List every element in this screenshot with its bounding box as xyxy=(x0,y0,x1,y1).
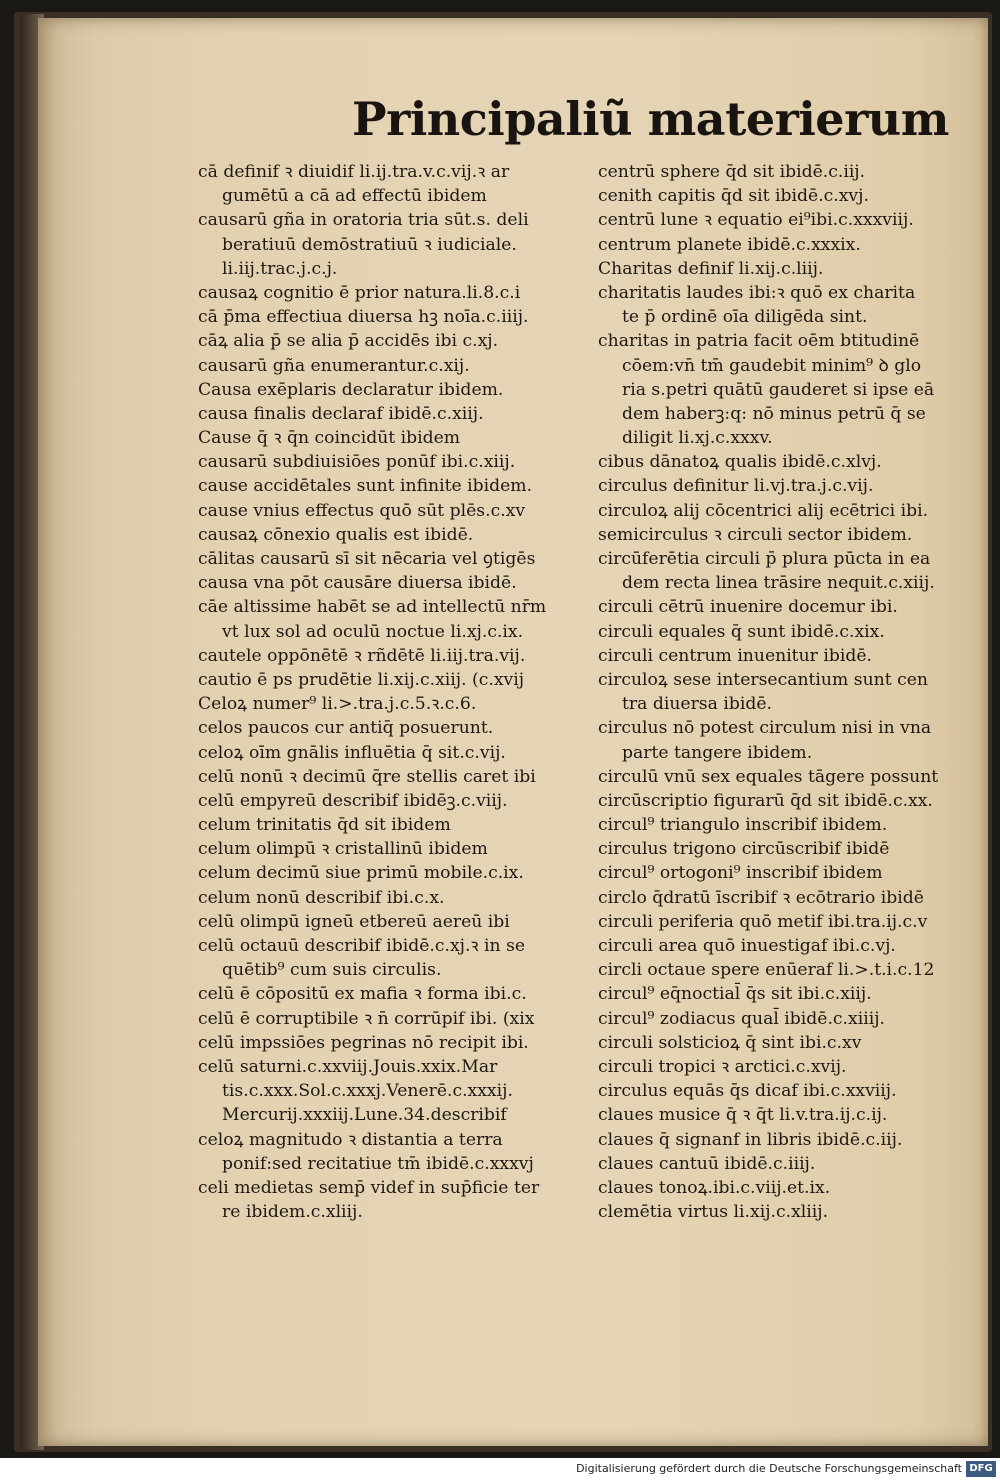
right-index-entry: circūscriptio figurarū q̄d sit ibidē.c.xx. xyxy=(598,790,933,811)
left-index-entry: celum trinitatis q̄d sit ibidem xyxy=(198,815,451,836)
right-index-entry: circulus equās q̄s dicaf ibi.c.xxviij. xyxy=(598,1081,897,1102)
left-index-entry: Celoꝝ numer⁹ li.>.tra.j.c.5.ꝛ.c.6. xyxy=(198,694,477,715)
left-index-entry: cā p̄ma effectiua diuersa hꝫ noīa.c.iiij. xyxy=(198,307,529,328)
left-index-entry: Mercurij.xxxiij.Lune.34.describif xyxy=(222,1105,507,1126)
left-index-entry: causarū gña enumerantur.c.xij. xyxy=(198,355,470,376)
left-index-entry: causarū gña in oratoria tria sūt.s. deli xyxy=(198,210,529,231)
left-index-entry: causaꝝ cōnexio qualis est ibidē. xyxy=(198,524,474,545)
left-index-entry: cause vnius effectus quō sūt plēs.c.xv xyxy=(198,500,526,521)
left-index-entry: celoꝝ magnitudo ꝛ distantia a terra xyxy=(198,1129,503,1150)
left-index-entry: li.iij.trac.j.c.j. xyxy=(222,258,338,279)
left-index-entry: celū empyreū describif ibidēꝫ.c.viij. xyxy=(198,790,508,811)
right-index-entry: circulus trigono circūscribif ibidē xyxy=(598,839,890,860)
right-index-entry: circli octaue spere enūeraf li.>.t.i.c.12 xyxy=(598,960,935,981)
left-index-entry: celū ē corruptibile ꝛ n̄ corrūpif ibi. (xix xyxy=(198,1008,535,1029)
right-index-entry: circuli cētrū inuenire docemur ibi. xyxy=(598,597,898,618)
left-index-column xyxy=(198,160,596,1224)
left-index-entry: celū octauū describif ibidē.c.xj.ꝛ in se xyxy=(198,936,526,956)
right-index-entry: claues musice q̄ ꝛ q̄t li.v.tra.ij.c.ij. xyxy=(598,1105,888,1126)
right-index-entry: circuli tropici ꝛ arctici.c.xvij. xyxy=(598,1056,847,1077)
left-index-entry: cāꝝ alia p̄ se alia p̄ accidēs ibi c.xj. xyxy=(198,331,499,352)
left-index-entry: celum nonū describif ibi.c.x. xyxy=(198,887,445,908)
right-index-entry: claues cantuū ibidē.c.iiij. xyxy=(598,1153,816,1174)
right-index-entry: centrum planete ibidē.c.xxxix. xyxy=(598,234,861,255)
right-index-entry: circuli equales q̄ sunt ibidē.c.xix. xyxy=(598,621,885,642)
left-index-entry: celū ē cōpositū ex mafia ꝛ forma ibi.c. xyxy=(198,984,527,1005)
right-index-entry: cōem:vn̄ tm̄ gaudebit minim⁹ ꝺ glo xyxy=(622,355,922,376)
left-index-entry: quētib⁹ cum suis circulis. xyxy=(222,960,442,981)
right-index-entry: dem haberꝫ:q: nō minus petrū q̄ se xyxy=(622,403,926,424)
left-index-entry: celoꝝ oīm gnālis influētia q̄ sit.c.vij. xyxy=(198,742,506,763)
right-index-entry: semicirculus ꝛ circuli sector ibidem. xyxy=(598,524,913,545)
right-index-entry: centrū lune ꝛ equatio ei⁹ibi.c.xxxviij. xyxy=(598,210,914,231)
left-index-entry: cālitas causarū sī sit nēcaria vel ꝯtigēs xyxy=(198,549,536,569)
right-index-column xyxy=(598,160,970,1224)
right-index-entry: dem recta linea trāsire nequit.c.xiij. xyxy=(622,573,935,594)
right-index-entry: cenith capitis q̄d sit ibidē.c.xvj. xyxy=(598,186,869,207)
left-index-entry: Cause q̄ ꝛ q̄n coincidūt ibidem xyxy=(198,428,461,449)
right-index-entry: circulū vnū sex equales tāgere possunt xyxy=(598,766,939,787)
left-index-entry: gumētū a cā ad effectū ibidem xyxy=(222,186,487,207)
left-index-entry: causa finalis declaraf ibidē.c.xiij. xyxy=(198,403,484,424)
right-index-entry: circulus definitur li.vj.tra.j.c.vij. xyxy=(598,476,874,497)
right-index-entry: claues q̄ signanf in libris ibidē.c.iij. xyxy=(598,1129,903,1150)
left-index-entry: celū impssiōes pegrinas nō recipit ibi. xyxy=(198,1032,529,1053)
right-index-entry: claues tonoꝝ.ibi.c.viij.et.ix. xyxy=(598,1177,831,1198)
right-index-entry: circuli periferia quō metif ibi.tra.ij.c.v xyxy=(598,911,928,932)
right-index-entry: circūferētia circuli p̄ plura pūcta in ea xyxy=(598,549,931,569)
footer-credit: Digitalisierung gefördert durch die Deutsche Forschungsgemeinschaft xyxy=(576,1462,962,1475)
right-index-entry: circuli centrum inuenitur ibidē. xyxy=(598,645,872,666)
right-index-entry: cibus dānatoꝝ qualis ibidē.c.xlvj. xyxy=(598,452,882,473)
right-index-entry: circulus nō potest circulum nisi in vna xyxy=(598,718,932,739)
right-index-entry: circuloꝝ alij cōcentrici alij ecētrici ibi. xyxy=(598,500,929,521)
left-index-entry: tis.c.xxx.Sol.c.xxxj.Venerē.c.xxxij. xyxy=(222,1081,513,1102)
left-index-entry: vt lux sol ad oculū noctue li.xj.c.ix. xyxy=(222,621,524,642)
left-index-entry: celū saturni.c.xxviij.Jouis.xxix.Mar xyxy=(198,1056,498,1077)
left-index-entry: causa vna pōt causāre diuersa ibidē. xyxy=(198,573,517,594)
right-index-entry: charitatis laudes ibi:ꝛ quō ex charita xyxy=(598,282,916,303)
left-index-entry: beratiuū demōstratiuū ꝛ iudiciale. xyxy=(222,234,517,255)
right-index-entry: circlo q̄dratū īscribif ꝛ ecōtrario ibidē xyxy=(598,887,924,908)
left-index-entry: causarū subdiuisiōes ponūf ibi.c.xiij. xyxy=(198,452,516,473)
right-index-entry: ria s.petri quātū gauderet si ipse eā xyxy=(622,379,935,400)
right-index-entry: circuli area quō inuestigaf ibi.c.vj. xyxy=(598,936,896,956)
right-index-entry: diligit li.xj.c.xxxv. xyxy=(622,428,773,449)
left-index-entry: celum decimū siue primū mobile.c.ix. xyxy=(198,863,524,884)
left-index-entry: cause accidētales sunt infinite ibidem. xyxy=(198,476,533,497)
left-index-entry: celū olimpū igneū etbereū aereū ibi xyxy=(198,911,510,932)
left-index-entry: cautio ē ps prudētie li.xij.c.xiij. (c.xvij xyxy=(198,669,525,690)
right-index-entry: Charitas definif li.xij.c.liij. xyxy=(598,258,824,279)
right-index-entry: circul⁹ ortogoni⁹ inscribif ibidem xyxy=(598,863,883,884)
left-index-entry: re ibidem.c.xliij. xyxy=(222,1202,363,1223)
left-index-entry: Causa exēplaris declaratur ibidem. xyxy=(198,379,504,400)
left-index-entry: cā definif ꝛ diuidif li.ij.tra.v.c.vij.ꝛ ar xyxy=(198,162,510,182)
right-index-entry: circul⁹ zodiacus qual̄ ibidē.c.xiiij. xyxy=(598,1008,885,1029)
right-index-entry: circuli solsticioꝝ q̄ sint ibi.c.xv xyxy=(598,1032,862,1053)
right-index-entry: tra diuersa ibidē. xyxy=(622,694,772,715)
dfg-logo: DFG xyxy=(966,1461,996,1477)
right-index-entry: circul⁹ triangulo inscribif ibidem. xyxy=(598,815,888,836)
right-index-entry: clemētia virtus li.xij.c.xliij. xyxy=(598,1202,829,1223)
footer-bar xyxy=(0,1458,1000,1480)
right-index-entry: te p̄ ordinē oīa diligēda sint. xyxy=(622,307,868,328)
left-index-entry: causaꝝ cognitio ē prior natura.li.8.c.i xyxy=(198,282,521,303)
right-index-entry: circuloꝝ sese intersecantium sunt cen xyxy=(598,669,928,690)
left-index-entry: cāe altissime habēt se ad intellectū nr̄m xyxy=(198,597,547,618)
right-index-entry: centrū sphere q̄d sit ibidē.c.iij. xyxy=(598,162,866,182)
page-header: Principaliũ materierum xyxy=(352,92,949,146)
left-index-entry: celum olimpū ꝛ cristallinū ibidem xyxy=(198,839,488,860)
left-index-entry: ponif:sed recitatiue tm̄ ibidē.c.xxxvj xyxy=(222,1153,534,1174)
left-index-entry: celos paucos cur antiq̄ posuerunt. xyxy=(198,718,494,739)
left-index-entry: cautele oppōnētē ꝛ rñdētē li.iij.tra.vij. xyxy=(198,645,526,666)
left-index-entry: celū nonū ꝛ decimū q̄re stellis caret ibi xyxy=(198,766,536,787)
right-index-entry: charitas in patria facit oēm btitudinē xyxy=(598,331,920,352)
right-index-entry: circul⁹ eq̄noctial̄ q̄s sit ibi.c.xiij. xyxy=(598,984,872,1005)
left-index-entry: celi medietas semp̄ videf in sup̄ficie ter xyxy=(198,1177,540,1198)
right-index-entry: parte tangere ibidem. xyxy=(622,742,813,763)
